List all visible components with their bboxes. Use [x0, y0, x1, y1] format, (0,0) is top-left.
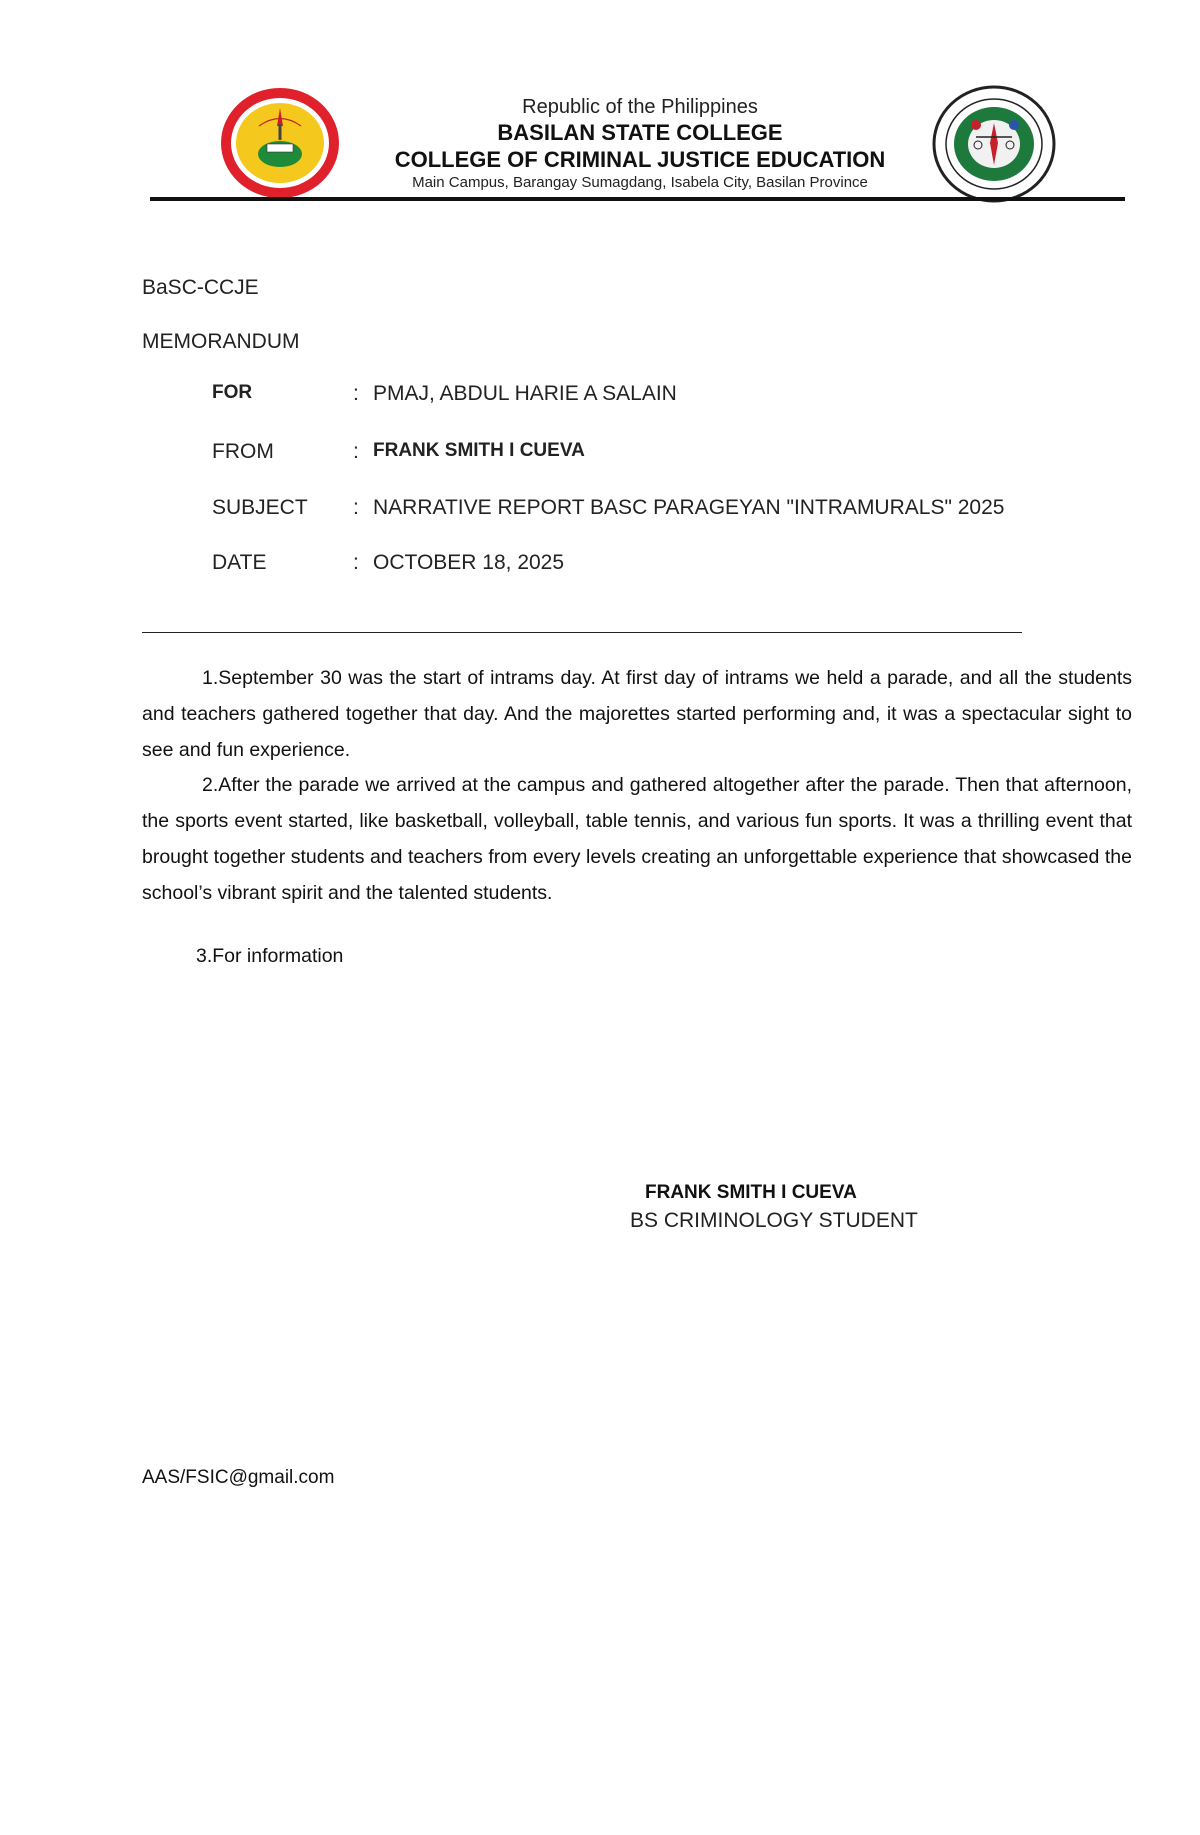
basilan-state-college-logo [219, 86, 341, 200]
memo-divider [142, 632, 1022, 633]
letterhead-divider [150, 197, 1125, 201]
body-paragraph-3: 3.For information [196, 945, 344, 967]
body-paragraph-2 [142, 767, 1132, 911]
paragraph-2-text: 2.After the parade we arrived at the campus and gathered altogether after the parade. Then that afternoon, the sports event started, like basketball, volleyball, table tennis, and various fun sports. It was a thrilling event that brought together students and teachers from every levels creating an unforgettable experience that showcased the school’s vibrant spirit and the talented students. [142, 774, 1132, 904]
reference-code: BaSC-CCJE [142, 276, 259, 299]
memo-date-value: OCTOBER 18, 2025 [373, 551, 565, 574]
criminal-justice-seal-logo [932, 85, 1056, 203]
memo-for-label: FOR [212, 382, 253, 403]
memo-for-colon: : [353, 382, 359, 405]
signatory-name: FRANK SMITH I CUEVA [645, 1182, 857, 1203]
paragraph-1-text: 1.September 30 was the start of intrams day. At first day of intrams we held a parade, and all the students and teachers gathered together that day. And the majorettes started performing and, it was a spectacular sight to see and fun experience. [142, 667, 1132, 761]
signatory-title: BS CRIMINOLOGY STUDENT [630, 1209, 918, 1232]
letterhead [360, 95, 920, 192]
memo-date-colon: : [353, 551, 359, 574]
memo-subject-colon: : [353, 496, 359, 519]
footer-email: AAS/FSIC@gmail.com [142, 1467, 335, 1488]
department-name: COLLEGE OF CRIMINAL JUSTICE EDUCATION [394, 147, 886, 172]
republic-line: Republic of the Philippines [522, 96, 758, 118]
memo-heading: MEMORANDUM [142, 330, 300, 353]
memo-from-value: FRANK SMITH I CUEVA [373, 440, 585, 461]
memo-for-value: PMAJ, ABDUL HARIE A SALAIN [373, 382, 677, 405]
college-name: BASILAN STATE COLLEGE [497, 120, 783, 145]
body-paragraph-1 [142, 660, 1132, 768]
memo-from-label: FROM [212, 440, 274, 463]
memo-from-colon: : [353, 440, 359, 463]
college-address: Main Campus, Barangay Sumagdang, Isabela City, Basilan Province [412, 174, 868, 191]
memo-subject-label: SUBJECT [212, 496, 308, 519]
memo-date-label: DATE [212, 551, 267, 574]
memo-subject-value: NARRATIVE REPORT BASC PARAGEYAN "INTRAMURALS" 2025 [373, 496, 1005, 519]
